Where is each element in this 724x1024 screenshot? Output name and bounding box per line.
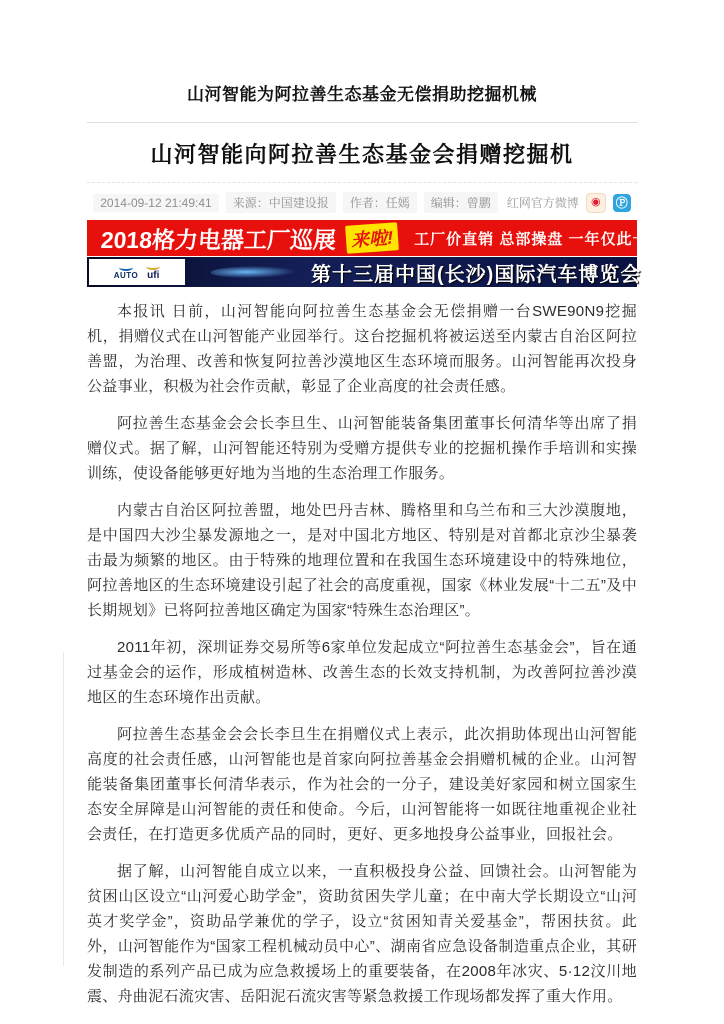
page-title: 山河智能为阿拉善生态基金无偿捐助挖掘机械 — [187, 85, 537, 104]
article-body — [87, 299, 637, 1009]
tencent-weibo-icon[interactable]: Ⓟ — [613, 194, 631, 212]
gree-ad-tagline: 工厂价直销 总部操盘 一年仅此一次 — [414, 230, 665, 248]
article-paragraph: 阿拉善生态基金会会长李旦生在捐赠仪式上表示，此次捐助体现出山河智能高度的社会责任感，山河智能也是首家向阿拉善基金会捐赠机械的企业。山河智能装备集团董事长何清华表示，作为社会的一分子，建设美好家园和树立国家生态安全屏障是山河智能的责任和使命。今后，山河智能将一如既往地重视企业社会责任，在打造更多优质产品的同时，更好、更多地投身公益事业，回报社会。 — [87, 726, 637, 843]
article-container — [87, 122, 665, 1009]
auto-expo-ad-banner[interactable] — [87, 257, 642, 287]
article-paragraph: 本报讯 日前，山河智能向阿拉善生态基金会无偿捐赠一台SWE90N9挖掘机，捐赠仪式在山河智能产业园举行。这台挖掘机将被运送至内蒙古自治区阿拉善盟，为治理、改善和恢复阿拉善沙漠地区生态环境而服务。山河智能再次投身公益事业，积极为社会作贡献，彰显了企业高度的社会责任感。 — [87, 303, 637, 395]
article-paragraph: 2011年初，深圳证券交易所等6家单位发起成立“阿拉善生态基金会”，旨在通过基金会的运作，形成植树造林、改善生态的长效支持机制，为改善阿拉善沙漠地区的生态环境作出贡献。 — [87, 639, 637, 706]
expo-logo-box — [89, 259, 185, 285]
sina-weibo-icon[interactable]: ◉ — [586, 193, 606, 213]
left-border-line — [63, 652, 64, 966]
official-weibo-label: 红网官方微博 — [506, 196, 579, 210]
ufi-logo — [146, 263, 160, 281]
article-paragraph: 阿拉善生态基金会会长李旦生、山河智能装备集团董事长何清华等出席了捐赠仪式。据了解，山河智能还特别为受赠方提供专业的挖掘机操作手培训和实操训练，使设备能够更好地为当地的生态治理工作服务。 — [87, 415, 637, 482]
meta-editor: 编辑：曾鹏 — [424, 192, 498, 213]
ufi-logo-label: ufi — [147, 270, 160, 281]
auto-logo — [114, 264, 139, 280]
ufi-logo-swoosh-icon — [146, 263, 160, 270]
auto-logo-swoosh-icon — [119, 264, 133, 271]
article-title: 山河智能向阿拉善生态基金会捐赠挖掘机 — [150, 142, 574, 167]
meta-datetime: 2014-09-12 21:49:41 — [93, 194, 218, 212]
gree-ad-badge: 来啦! — [345, 222, 399, 254]
meta-source: 来源：中国建设报 — [226, 192, 336, 213]
gree-ad-title: 2018格力电器工厂巡展 — [99, 226, 337, 253]
article-paragraph: 内蒙古自治区阿拉善盟，地处巴丹吉林、腾格里和乌兰布和三大沙漠腹地，是中国四大沙尘暴发源地之一，是对中国北方地区、特别是对首都北京沙尘暴袭击最为频繁的地区。由于特殊的地理位置和在我国生态环境建设中的特殊地位，阿拉善地区的生态环境建设引起了社会的高度重视，国家《林业发展“十二五”及中长期规划》已将阿拉善地区确定为国家“特殊生态治理区”。 — [87, 502, 637, 619]
gree-ad-banner[interactable] — [87, 220, 665, 256]
article-paragraph: 据了解，山河智能自成立以来，一直积极投身公益、回馈社会。山河智能为贫困山区设立“山河爱心助学金”，资助贫困失学儿童；在中南大学长期设立“山河英才奖学金”，资助品学兼优的学子，设立“贫困知青关爱基金”，帮困扶贫。此外，山河智能作为“国家工程机械动员中心”、湖南省应急设备制造重点企业，其研发制造的系列产品已成为应急救援场上的重要装备，在2008年冰灾、5·12汶川地震、舟曲泥石流灾害、岳阳泥石流灾害等紧急救援工作现场都发挥了重大作用。 — [87, 863, 637, 1005]
car-light-streak-icon — [207, 266, 298, 278]
expo-ad-title: 第十三届中国(长沙)国际汽车博览会 — [311, 263, 642, 286]
title-separator — [87, 182, 637, 183]
auto-logo-label: AUTO — [113, 271, 139, 280]
article-meta — [87, 192, 637, 213]
meta-author: 作者：任嫣 — [343, 192, 417, 213]
